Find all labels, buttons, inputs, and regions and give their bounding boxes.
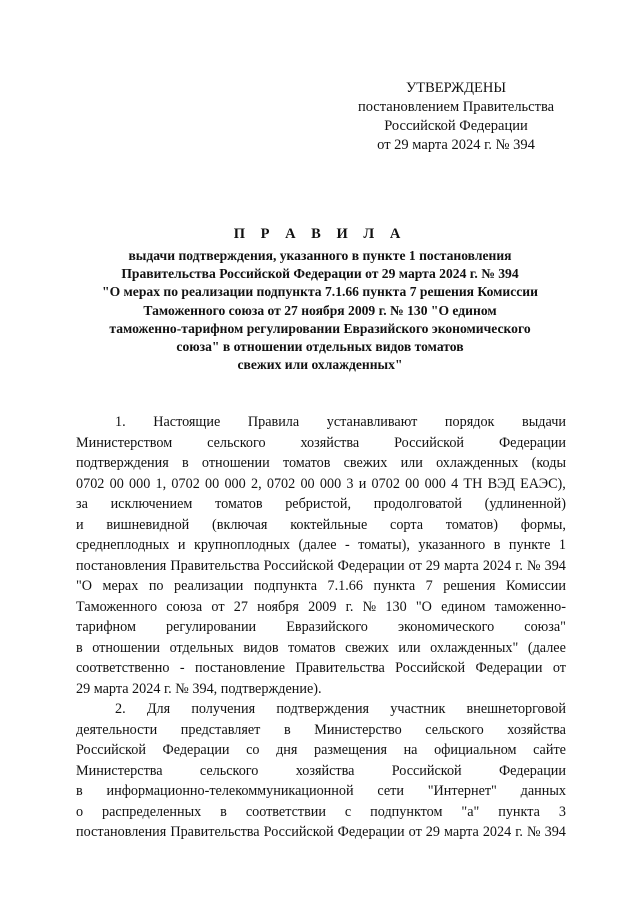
document-title: П Р А В И Л А	[233, 226, 407, 242]
approval-line: постановлением Правительства	[357, 99, 555, 115]
body-word: №	[362, 598, 377, 615]
body-word: Федерации	[337, 557, 405, 574]
body-word: среднеплодных	[76, 537, 170, 553]
body-word: томатов	[288, 639, 336, 656]
body-word: 1.	[115, 414, 126, 430]
body-word: и	[177, 537, 186, 553]
body-word: реализации	[174, 578, 244, 594]
body-word: экономического	[397, 619, 495, 635]
body-word: Министерства	[76, 762, 163, 779]
document-subtitle	[60, 247, 580, 374]
body-line	[76, 515, 566, 536]
subtitle-line: "О мерах по реализации подпункта 7.1.66 пункта 7 решения Комиссии	[102, 284, 538, 300]
body-line	[76, 474, 566, 495]
body-word: порядок	[444, 414, 495, 430]
body-word: томатов	[282, 455, 331, 471]
body-line	[76, 453, 566, 474]
body-word: Федерации	[337, 824, 405, 840]
body-word: видов	[243, 639, 279, 656]
body-line	[76, 412, 566, 433]
body-word: в	[220, 803, 227, 820]
body-word: от	[552, 660, 566, 676]
body-word: 394	[544, 557, 566, 574]
body-word: Российской	[263, 557, 334, 574]
approval-line: Российской Федерации	[384, 118, 528, 134]
body-word: подтверждения	[276, 701, 370, 717]
body-word: -	[345, 537, 350, 553]
body-word: подпункта	[253, 578, 317, 594]
body-word: указанного	[418, 537, 486, 553]
body-word: информационно-телекоммуникационной	[106, 783, 354, 799]
body-word: подпунктом	[370, 803, 443, 820]
subtitle-line: выдачи подтверждения, указанного в пункте 1 постановления	[128, 248, 512, 263]
body-line	[76, 699, 566, 720]
body-word: 1	[558, 537, 566, 553]
body-word: о	[76, 803, 84, 820]
body-line	[76, 638, 566, 659]
body-word: (удлиненной)	[484, 496, 566, 512]
body-word: сельского	[207, 434, 266, 451]
body-word: 130	[385, 598, 407, 615]
body-word: представляет	[180, 721, 261, 738]
body-word: исключением	[110, 496, 193, 512]
body-word: отношении	[201, 455, 270, 471]
body-word: охлажденных"	[430, 639, 519, 656]
body-word: 3	[346, 475, 354, 492]
document-body	[76, 412, 566, 843]
body-word: в	[76, 639, 83, 656]
body-word: Федерации	[475, 660, 543, 676]
body-word: 00	[205, 475, 220, 492]
body-word: участник	[390, 701, 446, 717]
body-word: марта	[444, 824, 479, 840]
body-word: от	[408, 824, 422, 840]
body-word: крупноплодных	[194, 537, 290, 553]
body-word: (коды	[531, 455, 566, 471]
body-word: деятельности	[76, 721, 158, 738]
body-word: (далее	[298, 537, 337, 553]
body-word: распределенных	[102, 803, 202, 820]
body-word: и	[358, 475, 367, 492]
body-word: (включая	[212, 516, 268, 533]
subtitle-line: Правительства Российской Федерации от 29 марта 2024 г. № 394	[121, 266, 519, 282]
body-line	[76, 576, 566, 597]
body-word: Федерации	[498, 434, 566, 451]
subtitle-line: свежих или охлажденных"	[237, 357, 403, 373]
body-line	[76, 494, 566, 515]
body-word: №	[527, 557, 541, 574]
body-word: Министерством	[76, 434, 173, 451]
body-word: (далее	[527, 639, 566, 656]
body-word: решения	[443, 578, 496, 594]
body-word: "Интернет"	[427, 783, 497, 799]
body-word: 2.	[115, 701, 126, 717]
body-line	[76, 433, 566, 454]
body-word: или	[400, 455, 423, 471]
body-word: Российской	[394, 434, 465, 451]
body-word: №	[527, 824, 541, 840]
body-word: 000	[129, 475, 151, 492]
body-line	[76, 617, 566, 638]
body-word: 0702	[266, 475, 296, 492]
approval-heading: УТВЕРЖДЕНЫ	[405, 80, 507, 96]
body-word: 2024	[132, 680, 164, 697]
body-word: постановления	[76, 557, 167, 574]
subtitle-line: союза" в отношении отдельных видов томатов	[176, 339, 464, 355]
body-word: Федерации	[162, 742, 230, 758]
body-word: ноября	[257, 598, 299, 615]
body-word: сайте	[533, 742, 566, 758]
body-word: томатов	[215, 496, 263, 512]
body-word: "О	[415, 598, 432, 615]
body-word: 394	[544, 824, 566, 840]
body-word: 2009	[308, 598, 337, 615]
body-word: свежих	[345, 639, 389, 656]
body-word: 2024	[482, 557, 512, 574]
body-word: свежих	[343, 455, 388, 471]
body-line	[76, 597, 566, 618]
body-word: вишневидной	[106, 516, 190, 533]
body-word: 00	[109, 475, 124, 492]
body-word: в	[76, 783, 83, 799]
body-word: 00	[300, 475, 315, 492]
body-word: по	[148, 578, 164, 594]
body-word: регулировании	[166, 619, 257, 635]
body-word: соответственно	[76, 660, 170, 676]
body-word: в	[493, 537, 501, 553]
subtitle-line: таможенно-тарифном регулировании Евразийского экономического	[109, 320, 531, 336]
body-word: от	[211, 598, 225, 615]
body-word: томатов)	[445, 516, 498, 533]
body-word: пункта	[373, 578, 416, 594]
body-word: Федерации	[498, 762, 566, 779]
body-word: официальном	[434, 742, 517, 758]
body-word: 27	[233, 598, 248, 615]
body-word: Правительства	[170, 557, 260, 574]
body-line	[76, 679, 566, 700]
body-word: 000	[319, 475, 342, 492]
body-word: от	[408, 557, 422, 574]
body-word: 3	[558, 803, 566, 820]
body-word: Таможенного	[76, 598, 158, 615]
approval-date-line: от 29 марта 2024 г. № 394	[377, 137, 535, 153]
body-word: подтверждения	[76, 455, 169, 471]
body-word: в	[181, 455, 189, 471]
body-word: пункта	[498, 803, 540, 820]
body-word: продолговатой	[373, 496, 462, 512]
body-word: размещения	[314, 742, 388, 758]
body-line	[76, 822, 566, 843]
body-word: Правительства	[170, 824, 260, 840]
body-word: 00	[405, 475, 420, 492]
body-word: Российской	[391, 762, 462, 779]
body-word: за	[76, 496, 88, 512]
body-word: тарифном	[76, 619, 136, 635]
body-word: формы,	[520, 516, 566, 533]
body-word: 4	[451, 475, 459, 492]
body-word: ТН	[463, 475, 483, 492]
body-word: Комиссии	[506, 578, 566, 594]
body-word: 394,	[192, 680, 221, 697]
body-word: "О	[76, 578, 93, 594]
body-word: союза"	[524, 619, 566, 635]
body-word: соответствии	[245, 803, 326, 820]
body-word: ВЭД	[487, 475, 515, 492]
body-word: сельского	[199, 762, 259, 779]
body-word: ребристой,	[285, 496, 352, 512]
body-word: марта	[93, 680, 133, 697]
subtitle-line: Таможенного союза от 27 ноября 2009 г. № 130 "О едином	[143, 302, 497, 318]
body-word: охлажденных	[436, 455, 519, 471]
body-word: едином	[441, 598, 486, 615]
body-word: -	[179, 660, 185, 676]
body-word: с	[344, 803, 352, 820]
body-word: Правительства	[295, 660, 385, 676]
body-word: мерах	[102, 578, 139, 594]
body-line	[76, 658, 566, 679]
body-word: выдачи	[522, 414, 566, 430]
body-word: г.	[515, 557, 523, 574]
body-word: г.	[163, 680, 176, 697]
approval-block	[340, 79, 572, 155]
body-word: Российской	[263, 824, 334, 840]
body-word: 000	[424, 475, 446, 492]
body-word: внешнеторговой	[466, 701, 566, 717]
body-word: 0702	[371, 475, 400, 492]
body-line	[76, 781, 566, 802]
body-word: хозяйства	[295, 762, 355, 779]
body-word: в	[283, 721, 291, 738]
body-word: 7.1.66	[327, 578, 363, 594]
body-word: 29	[425, 824, 440, 840]
body-word: 2,	[250, 475, 262, 492]
body-word: г.	[345, 598, 354, 615]
body-word: "а"	[461, 803, 480, 820]
body-word: 29	[425, 557, 440, 574]
body-word: получения	[191, 701, 256, 717]
body-word: Настоящие	[153, 414, 221, 430]
body-word: устанавливают	[326, 414, 418, 430]
body-word: томаты),	[358, 537, 410, 553]
body-word: постановление	[195, 660, 286, 676]
body-word: подтверждение).	[220, 680, 322, 697]
body-word: союза	[166, 598, 203, 615]
body-word: сети	[377, 783, 404, 799]
body-word: Российской	[76, 742, 146, 758]
body-word: отдельных	[169, 639, 234, 656]
body-word: пункте	[508, 537, 551, 553]
body-word: марта	[444, 557, 479, 574]
body-word: или	[398, 639, 421, 656]
body-word: ЕАЭС),	[520, 475, 566, 492]
body-line	[76, 720, 566, 741]
body-word: 7	[425, 578, 433, 594]
body-word: 2024	[482, 824, 512, 840]
body-word: дня	[276, 742, 298, 758]
body-word: отношении	[92, 639, 161, 656]
body-word: №	[175, 680, 193, 697]
body-line	[76, 761, 566, 782]
body-line	[76, 802, 566, 823]
body-word: со	[246, 742, 260, 758]
body-word: Евразийского	[286, 619, 368, 635]
body-word: данных	[520, 783, 566, 799]
body-word: таможенно-	[494, 598, 566, 615]
body-word: сорта	[390, 516, 423, 533]
body-word: хозяйства	[507, 721, 566, 738]
body-word: 1,	[155, 475, 167, 492]
body-word: постановления	[76, 824, 167, 840]
body-word: г.	[515, 824, 523, 840]
body-word: 000	[224, 475, 246, 492]
body-word: 0702	[76, 475, 105, 492]
body-word: 29	[76, 680, 94, 697]
body-line	[76, 535, 566, 556]
body-word: на	[403, 742, 418, 758]
body-word: коктейльные	[290, 516, 368, 533]
body-word: 0702	[171, 475, 200, 492]
body-line	[76, 740, 566, 761]
body-word: Российской	[395, 660, 466, 676]
body-word: сельского	[425, 721, 484, 738]
body-line	[76, 556, 566, 577]
body-word: Для	[146, 701, 171, 717]
body-word: и	[76, 516, 84, 533]
body-word: хозяйства	[300, 434, 360, 451]
body-word: Правила	[247, 414, 300, 430]
body-word: Министерство	[314, 721, 402, 738]
